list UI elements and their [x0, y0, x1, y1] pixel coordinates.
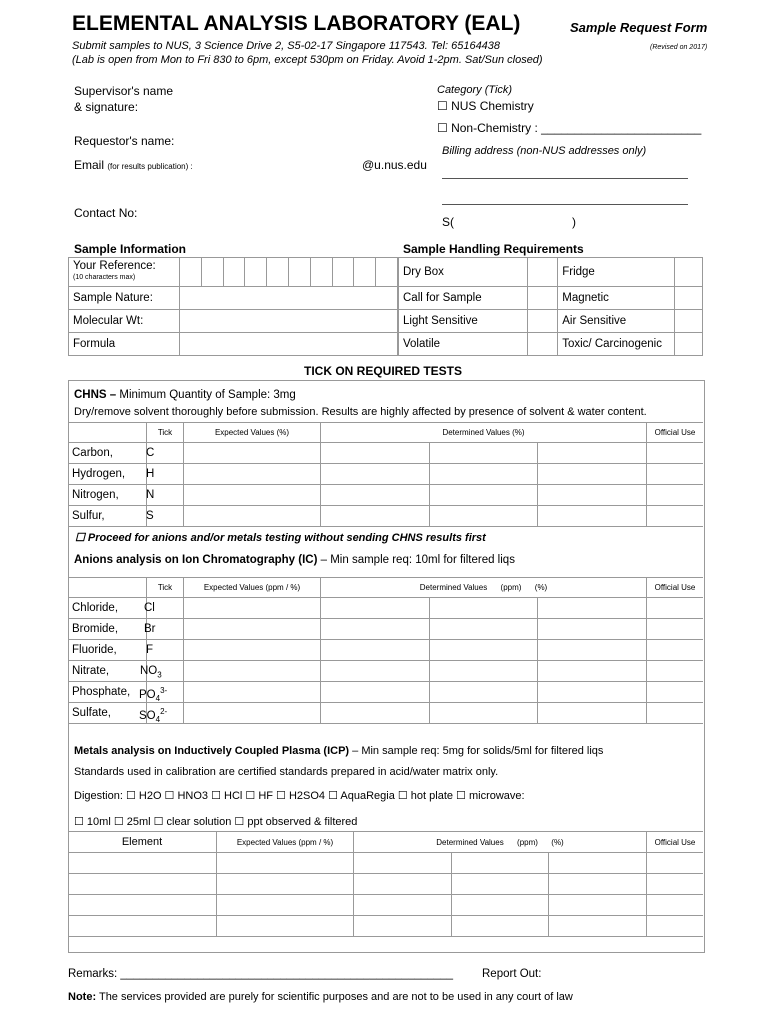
chns-determined-cell[interactable] [538, 443, 647, 464]
chns-element-label: Sulfur, S [68, 506, 147, 527]
lab-hours: (Lab is open from Mon to Fri 830 to 6pm, except 530pm on Friday. Avoid 1-2pm. Sat/Sun closed) [72, 54, 543, 66]
handling-table [398, 257, 703, 356]
handling-option: Volatile [399, 333, 528, 356]
chns-official-cell [647, 443, 704, 464]
metal-element-cell[interactable] [68, 895, 217, 916]
chns-official-cell [647, 485, 704, 506]
chns-determined-cell[interactable] [429, 464, 538, 485]
chns-determined-cell[interactable] [538, 464, 647, 485]
chns-element-header [68, 423, 147, 443]
anion-label: Sulfate, $SO_4^{2-}$ [68, 703, 147, 724]
metals-determined-header: Determined Values (ppm) (%) [354, 832, 647, 853]
sample-nature-label: Sample Nature: [69, 287, 180, 310]
handling-tick[interactable] [675, 333, 703, 356]
ref-char-cell[interactable] [289, 258, 311, 287]
revision-note: (Revised on 2017) [650, 44, 708, 51]
handling-option: Air Sensitive [558, 310, 675, 333]
page-title: ELEMENTAL ANALYSIS LABORATORY (EAL) [72, 12, 521, 35]
ref-char-cell[interactable] [245, 258, 267, 287]
tests-heading: TICK ON REQUIRED TESTS [304, 364, 463, 378]
email-domain: @u.nus.edu [362, 158, 427, 172]
sample-info-table [68, 257, 398, 356]
contact-no-label: Contact No: [74, 206, 138, 220]
anions-determined-header: Determined Values (ppm) (%) [321, 578, 647, 598]
metals-title: Metals analysis on Inductively Coupled Plasma (ICP) – Min sample req: 5mg for solids/5ml for filtered liqs [74, 745, 604, 757]
metals-standards: Standards used in calibration are certified standards prepared in acid/water matrix only. [74, 766, 499, 778]
ref-char-cell[interactable] [332, 258, 354, 287]
non-chemistry-checkbox[interactable]: ☐ Non-Chemistry : ________________________ [437, 121, 702, 135]
handling-tick[interactable] [528, 310, 558, 333]
chns-determined-cell[interactable] [321, 485, 430, 506]
report-out-label: Report Out: [482, 968, 542, 980]
metal-element-cell[interactable] [68, 916, 217, 937]
chns-determined-cell[interactable] [538, 506, 647, 527]
chns-expected-cell[interactable] [184, 506, 321, 527]
billing-label: Billing address (non-NUS addresses only) [442, 145, 647, 157]
chns-official-header: Official Use [647, 423, 704, 443]
metals-expected-header: Expected Values (ppm / %) [217, 832, 354, 853]
nus-chemistry-checkbox[interactable]: ☐ NUS Chemistry [437, 99, 534, 113]
handling-option: Toxic/ Carcinogenic [558, 333, 675, 356]
chns-determined-header: Determined Values (%) [321, 423, 647, 443]
formula-field[interactable] [180, 333, 398, 356]
anion-expected-cell[interactable] [184, 661, 321, 682]
chns-determined-cell[interactable] [429, 485, 538, 506]
chns-element-label: Hydrogen, H [68, 464, 147, 485]
digestion-options[interactable]: Digestion: ☐ H2O ☐ HNO3 ☐ HCl ☐ HF ☐ H2SO4 ☐ AquaRegia ☐ hot plate ☐ microwave: [74, 790, 525, 802]
anion-expected-cell[interactable] [184, 619, 321, 640]
billing-line-1[interactable] [442, 178, 688, 179]
chns-determined-cell[interactable] [321, 443, 430, 464]
chns-expected-cell[interactable] [184, 485, 321, 506]
sample-info-heading: Sample Information [74, 242, 187, 256]
handling-heading: Sample Handling Requirements [403, 242, 584, 256]
handling-option: Call for Sample [399, 287, 528, 310]
metals-official-header: Official Use [647, 832, 704, 853]
chns-table [68, 422, 703, 527]
anion-label: Nitrate, $NO_3$ [68, 661, 147, 682]
chns-expected-cell[interactable] [184, 464, 321, 485]
handling-tick[interactable] [675, 310, 703, 333]
billing-line-2[interactable] [442, 204, 688, 205]
handling-tick[interactable] [528, 287, 558, 310]
remarks-field[interactable]: Remarks: ____________________________________________________ [68, 968, 453, 980]
anions-official-header: Official Use [647, 578, 704, 598]
anions-tick-header: Tick [147, 578, 184, 598]
anions-element-header [68, 578, 147, 598]
requestor-label: Requestor's name: [74, 134, 175, 148]
anion-label: Bromide, Br [68, 619, 147, 640]
chns-determined-cell[interactable] [321, 506, 430, 527]
chns-expected-cell[interactable] [184, 443, 321, 464]
anion-label: Fluoride, F [68, 640, 147, 661]
signature-label: & signature: [74, 100, 139, 114]
volume-options[interactable]: ☐ 10ml ☐ 25ml ☐ clear solution ☐ ppt observed & filtered [74, 816, 358, 828]
chns-note: Dry/remove solvent thoroughly before submission. Results are highly affected by presence of solvent & water content. [74, 406, 647, 418]
metal-element-cell[interactable] [68, 853, 217, 874]
anion-label: Phosphate, $PO_4^{3-}$ [68, 682, 147, 703]
molecular-wt-field[interactable] [180, 310, 398, 333]
anions-expected-header: Expected Values (ppm / %) [184, 578, 321, 598]
footer-note: Note: The services provided are purely for scientific purposes and are not to be used in any court of law [68, 991, 573, 1003]
anion-expected-cell[interactable] [184, 640, 321, 661]
lab-address: Submit samples to NUS, 3 Science Drive 2, S5-02-17 Singapore 117543. Tel: 65164438 [72, 40, 501, 52]
metals-table [68, 831, 703, 937]
anion-label: Chloride, Cl [68, 598, 147, 619]
chns-element-label: Carbon, C [68, 443, 147, 464]
handling-tick[interactable] [528, 333, 558, 356]
sample-nature-field[interactable] [180, 287, 398, 310]
anion-expected-cell[interactable] [184, 703, 321, 724]
handling-option: Dry Box [399, 258, 528, 287]
formula-label: Formula [69, 333, 180, 356]
postal-code-open: S( [442, 215, 454, 229]
form-name: Sample Request Form [570, 20, 708, 35]
ref-char-cell[interactable] [223, 258, 245, 287]
metals-element-header: Element [68, 832, 217, 853]
reference-label-cell: Your Reference: (10 characters max) [69, 258, 180, 287]
chns-title: CHNS – Minimum Quantity of Sample: 3mg [74, 389, 296, 401]
chns-official-cell [647, 506, 704, 527]
chns-determined-cell[interactable] [429, 443, 538, 464]
supervisor-label: Supervisor's name [74, 84, 173, 98]
ref-char-cell[interactable] [267, 258, 289, 287]
molecular-wt-label: Molecular Wt: [69, 310, 180, 333]
chns-tick-header: Tick [147, 423, 184, 443]
handling-option: Magnetic [558, 287, 675, 310]
postal-code-close: ) [572, 215, 576, 229]
ref-char-cell[interactable] [310, 258, 332, 287]
chns-determined-cell[interactable] [538, 485, 647, 506]
proceed-checkbox[interactable]: ☐ Proceed for anions and/or metals testing without sending CHNS results first [75, 532, 486, 544]
chns-official-cell [647, 464, 704, 485]
ref-char-cell[interactable] [180, 258, 202, 287]
anion-expected-cell[interactable] [184, 682, 321, 703]
anions-table [68, 577, 703, 724]
chns-expected-header: Expected Values (%) [184, 423, 321, 443]
email-label: Email (for results publication) : [74, 158, 193, 172]
handling-option: Light Sensitive [399, 310, 528, 333]
handling-tick[interactable] [675, 287, 703, 310]
ref-char-cell[interactable] [201, 258, 223, 287]
category-label: Category (Tick) [437, 84, 513, 96]
chns-determined-cell[interactable] [429, 506, 538, 527]
handling-tick[interactable] [528, 258, 558, 287]
handling-tick[interactable] [675, 258, 703, 287]
handling-option: Fridge [558, 258, 675, 287]
chns-element-label: Nitrogen, N [68, 485, 147, 506]
ref-char-cell[interactable] [354, 258, 376, 287]
chns-determined-cell[interactable] [321, 464, 430, 485]
anions-title: Anions analysis on Ion Chromatography (IC) – Min sample req: 10ml for filtered liqs [74, 554, 515, 566]
anion-expected-cell[interactable] [184, 598, 321, 619]
ref-char-cell[interactable] [376, 258, 398, 287]
metal-element-cell[interactable] [68, 874, 217, 895]
